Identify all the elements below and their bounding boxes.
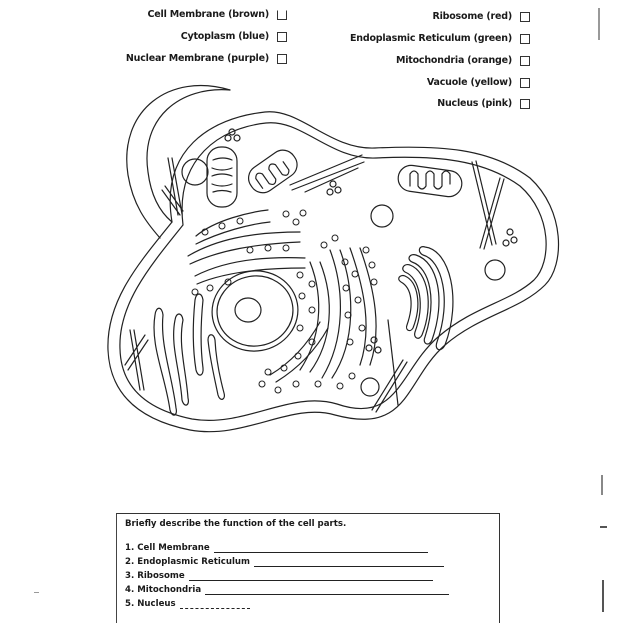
legend-label: Nucleus (pink)	[437, 98, 512, 109]
answer-line-cell-membrane[interactable]	[214, 544, 428, 553]
legend-label: Nuclear Membrane (purple)	[125, 53, 269, 64]
golgi-apparatus	[399, 247, 453, 350]
question-item	[125, 557, 444, 567]
answer-line-nucleus[interactable]	[180, 600, 250, 609]
scan-artifact	[34, 592, 39, 593]
question-box	[116, 513, 500, 623]
question-prompt: Briefly describe the function of the cell parts.	[125, 519, 347, 529]
legend-label: Vacuole (yellow)	[426, 77, 512, 88]
vacuole	[361, 378, 379, 396]
scan-artifact	[602, 580, 604, 612]
scan-artifact	[600, 526, 607, 528]
ribosome	[192, 210, 377, 393]
nucleolus	[235, 298, 261, 322]
question-item	[125, 585, 449, 595]
ribosome-cluster	[225, 129, 517, 353]
mitochondrion	[207, 147, 237, 207]
scan-artifact	[601, 475, 603, 495]
answer-line-endoplasmic-reticulum[interactable]	[254, 558, 444, 567]
question-item	[125, 599, 250, 609]
vacuole	[371, 205, 393, 227]
question-label: 3. Ribosome	[125, 571, 185, 581]
question-item	[125, 571, 433, 581]
answer-line-ribosome[interactable]	[189, 572, 433, 581]
question-label: 4. Mitochondria	[125, 585, 202, 595]
cell-membrane	[108, 112, 559, 432]
legend-label: Mitochondria (orange)	[395, 55, 512, 66]
scan-artifact	[598, 8, 600, 40]
legend-label: Ribosome (red)	[432, 11, 512, 22]
legend-label: Cytoplasm (blue)	[180, 31, 269, 42]
question-item	[125, 543, 428, 553]
legend-label: Cell Membrane (brown)	[147, 9, 269, 20]
nucleus	[206, 264, 305, 358]
question-label: 5. Nucleus	[125, 599, 176, 609]
question-label: 2. Endoplasmic Reticulum	[125, 557, 251, 567]
smooth-er	[154, 294, 224, 415]
answer-line-mitochondria[interactable]	[205, 586, 449, 595]
mitochondrion	[397, 164, 464, 199]
legend-label: Endoplasmic Reticulum (green)	[350, 33, 512, 44]
vacuole	[485, 260, 505, 280]
question-label: 1. Cell Membrane	[125, 543, 210, 553]
